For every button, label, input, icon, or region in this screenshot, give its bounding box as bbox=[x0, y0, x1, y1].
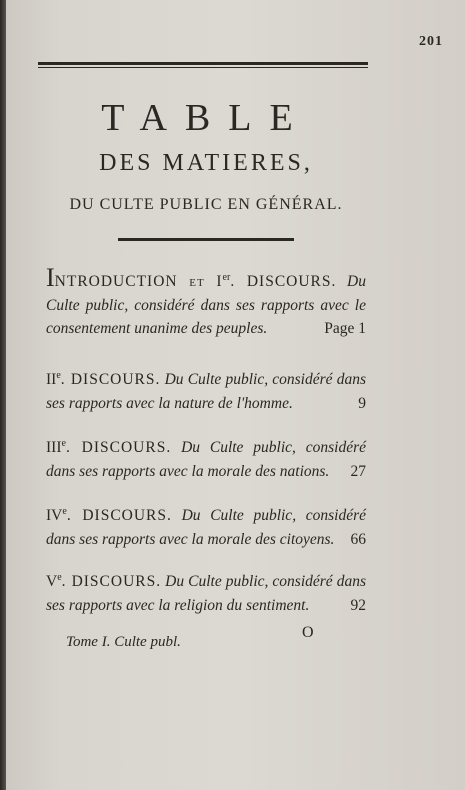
toc-entry-2-num: II bbox=[46, 371, 57, 389]
toc-entry-2-page: 9 bbox=[358, 394, 366, 412]
toc-entry-5 bbox=[46, 566, 366, 617]
toc-entry-1-num: NTRODUCTION et I bbox=[54, 273, 223, 291]
toc-entry-4-label: . DISCOURS. bbox=[66, 507, 172, 525]
toc-entry-5-sup: e bbox=[57, 572, 62, 583]
toc-entry-5-label: . DISCOURS. bbox=[61, 573, 162, 591]
toc-entry-5-page: 92 bbox=[350, 596, 366, 614]
toc-entry-1-text: Du Culte public, considéré dans ses rapports avec le consentement unanime des peuples. bbox=[46, 273, 366, 338]
page-number: 201 bbox=[419, 34, 443, 49]
middle-rule bbox=[118, 238, 294, 241]
top-rule bbox=[38, 62, 368, 68]
top-rule-thin bbox=[38, 67, 368, 68]
toc-entry-3-label: . DISCOURS. bbox=[65, 439, 172, 457]
toc-entry-3-text: Du Culte public, considéré dans ses rapports avec la morale des nations. bbox=[46, 439, 366, 480]
toc-entry-4-page: 66 bbox=[350, 530, 366, 548]
toc-entry-2-label: . DISCOURS. bbox=[60, 371, 161, 389]
toc-entry-5-num: V bbox=[46, 573, 58, 591]
signature-mark: O bbox=[302, 624, 314, 641]
page-subtitle: DES MATIERES, bbox=[99, 150, 313, 176]
toc-entry-3-page: 27 bbox=[350, 462, 366, 480]
toc-entry-4-num: IV bbox=[46, 507, 63, 525]
toc-entry-1-dropcap: I bbox=[46, 263, 55, 293]
toc-entry-1 bbox=[46, 263, 366, 341]
toc-entry-4-sup: e bbox=[62, 506, 67, 517]
toc-entry-3-sup: e bbox=[61, 438, 66, 449]
toc-entry-1-label: . DISCOURS. bbox=[230, 273, 337, 291]
volume-footer: Tome I. Culte publ. bbox=[66, 634, 181, 650]
toc-entry-5-text: Du Culte public, considéré dans ses rapports avec la religion du sentiment. bbox=[46, 573, 366, 614]
toc-entry-2 bbox=[46, 364, 366, 415]
toc-entry-4 bbox=[46, 500, 366, 551]
toc-entry-4-text: Du Culte public, considéré dans ses rapports avec la morale des citoyens. bbox=[46, 507, 366, 548]
toc-entry-2-text: Du Culte public, considéré dans ses rapports avec la nature de l'homme. bbox=[46, 371, 367, 412]
toc-entry-1-page: Page 1 bbox=[324, 320, 366, 338]
book-page bbox=[6, 0, 465, 790]
toc-entry-3 bbox=[46, 432, 366, 483]
page-subtitle-2: DU CULTE PUBLIC EN GÉNÉRAL. bbox=[69, 196, 343, 213]
toc-entry-2-sup: e bbox=[56, 370, 61, 381]
toc-entry-1-sup: er bbox=[222, 272, 231, 283]
toc-entry-3-num: III bbox=[46, 439, 62, 457]
page-title: TABLE bbox=[101, 97, 311, 139]
top-rule-thick bbox=[38, 62, 368, 65]
